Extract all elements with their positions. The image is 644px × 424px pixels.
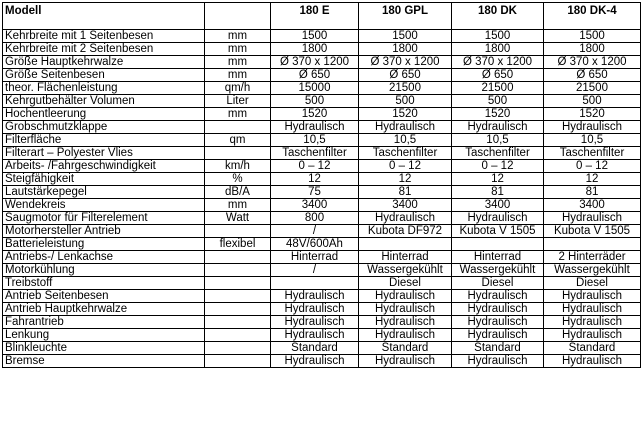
row-value: Hydraulisch	[544, 290, 641, 303]
spec-table-body	[3, 30, 641, 368]
row-label: Bremse	[3, 355, 205, 368]
row-value: Hydraulisch	[359, 212, 452, 225]
row-label: Fahrantrieb	[3, 316, 205, 329]
table-row	[3, 264, 641, 277]
row-value: 12	[359, 173, 452, 186]
row-unit: mm	[205, 108, 271, 121]
row-unit: %	[205, 173, 271, 186]
row-value: Hydraulisch	[452, 290, 544, 303]
row-value: Hinterrad	[359, 251, 452, 264]
row-value: 15000	[271, 82, 359, 95]
row-label: Blinkleuchte	[3, 342, 205, 355]
row-value: Hydraulisch	[271, 329, 359, 342]
row-unit	[205, 355, 271, 368]
row-value: Hydraulisch	[359, 316, 452, 329]
row-label: Motorhersteller Antrieb	[3, 225, 205, 238]
row-label: Antriebs-/ Lenkachse	[3, 251, 205, 264]
row-label: Wendekreis	[3, 199, 205, 212]
row-value: 1520	[271, 108, 359, 121]
row-unit: qm	[205, 134, 271, 147]
row-value: 10,5	[271, 134, 359, 147]
row-value: 10,5	[452, 134, 544, 147]
row-value: Hydraulisch	[271, 355, 359, 368]
row-value: 3400	[452, 199, 544, 212]
row-value: 2 Hinterräder	[544, 251, 641, 264]
row-label: Saugmotor für Filterelement	[3, 212, 205, 225]
row-value: Diesel	[452, 277, 544, 290]
row-label: Kehrgutbehälter Volumen	[3, 95, 205, 108]
row-value: 3400	[271, 199, 359, 212]
row-value: Hydraulisch	[359, 290, 452, 303]
table-row	[3, 355, 641, 368]
row-value: Standard	[544, 342, 641, 355]
row-value: Hydraulisch	[544, 303, 641, 316]
row-value: Diesel	[359, 277, 452, 290]
table-row	[3, 251, 641, 264]
table-row	[3, 95, 641, 108]
row-unit	[205, 251, 271, 264]
row-value: Taschenfilter	[544, 147, 641, 160]
row-label: Motorkühlung	[3, 264, 205, 277]
header-model-180dk: 180 DK	[452, 3, 544, 30]
row-value: Hydraulisch	[452, 212, 544, 225]
row-value: Kubota DF972	[359, 225, 452, 238]
row-label: Größe Hauptkehrwalze	[3, 56, 205, 69]
row-value: 500	[544, 95, 641, 108]
table-row	[3, 277, 641, 290]
row-value: 500	[359, 95, 452, 108]
spec-table	[2, 2, 641, 368]
table-row	[3, 147, 641, 160]
row-value: 3400	[359, 199, 452, 212]
row-value: Hydraulisch	[452, 121, 544, 134]
row-value	[452, 238, 544, 251]
row-value: Hinterrad	[271, 251, 359, 264]
table-row	[3, 329, 641, 342]
row-value: Hydraulisch	[452, 316, 544, 329]
row-label: Größe Seitenbesen	[3, 69, 205, 82]
row-value: Taschenfilter	[359, 147, 452, 160]
row-unit	[205, 290, 271, 303]
header-model-label: Modell	[3, 3, 205, 30]
row-unit: flexibel	[205, 238, 271, 251]
header-model-180dk4: 180 DK-4	[544, 3, 641, 30]
row-value: 12	[271, 173, 359, 186]
row-value: Taschenfilter	[271, 147, 359, 160]
row-value: Standard	[359, 342, 452, 355]
row-label: Antrieb Seitenbesen	[3, 290, 205, 303]
row-value: 0 – 12	[271, 160, 359, 173]
row-value: Ø 370 x 1200	[359, 56, 452, 69]
header-model-180gpl: 180 GPL	[359, 3, 452, 30]
row-value	[359, 238, 452, 251]
row-value: Hydraulisch	[544, 121, 641, 134]
row-value: Hydraulisch	[544, 212, 641, 225]
table-row	[3, 82, 641, 95]
row-unit	[205, 225, 271, 238]
row-unit: mm	[205, 56, 271, 69]
row-value: Ø 370 x 1200	[452, 56, 544, 69]
row-value: Ø 650	[271, 69, 359, 82]
row-value: 12	[452, 173, 544, 186]
row-value: Standard	[452, 342, 544, 355]
row-value: Diesel	[544, 277, 641, 290]
row-unit	[205, 316, 271, 329]
row-value: 10,5	[544, 134, 641, 147]
row-value: Hydraulisch	[271, 316, 359, 329]
row-unit	[205, 277, 271, 290]
row-value: Hydraulisch	[452, 329, 544, 342]
table-row	[3, 56, 641, 69]
row-value: Wassergekühlt	[359, 264, 452, 277]
row-label: Kehrbreite mit 2 Seitenbesen	[3, 43, 205, 56]
header-unit	[205, 3, 271, 30]
row-value: Ø 650	[544, 69, 641, 82]
row-value	[544, 238, 641, 251]
row-unit	[205, 264, 271, 277]
row-value: Hydraulisch	[271, 121, 359, 134]
row-label: Steigfähigkeit	[3, 173, 205, 186]
table-row	[3, 316, 641, 329]
row-unit: km/h	[205, 160, 271, 173]
row-value: 500	[271, 95, 359, 108]
row-value: 1800	[544, 43, 641, 56]
row-value: Hinterrad	[452, 251, 544, 264]
row-value: Hydraulisch	[359, 355, 452, 368]
row-value: 21500	[544, 82, 641, 95]
row-unit	[205, 121, 271, 134]
row-label: Grobschmutzklappe	[3, 121, 205, 134]
table-row	[3, 121, 641, 134]
row-unit: mm	[205, 199, 271, 212]
row-value: Hydraulisch	[544, 316, 641, 329]
row-value: 75	[271, 186, 359, 199]
table-row	[3, 69, 641, 82]
row-unit: dB/A	[205, 186, 271, 199]
row-value: 21500	[452, 82, 544, 95]
table-row	[3, 225, 641, 238]
row-value: Hydraulisch	[452, 355, 544, 368]
row-unit: Liter	[205, 95, 271, 108]
row-unit: qm/h	[205, 82, 271, 95]
row-value: 1500	[452, 30, 544, 43]
row-unit	[205, 329, 271, 342]
table-row	[3, 186, 641, 199]
header-row	[3, 3, 641, 30]
row-label: Filterart – Polyester Vlies	[3, 147, 205, 160]
row-unit	[205, 303, 271, 316]
row-value: Wassergekühlt	[544, 264, 641, 277]
row-unit: mm	[205, 69, 271, 82]
table-row	[3, 199, 641, 212]
row-value: Hydraulisch	[359, 329, 452, 342]
row-value: Standard	[271, 342, 359, 355]
row-value: Kubota V 1505	[452, 225, 544, 238]
row-value: 1500	[544, 30, 641, 43]
row-label: Lenkung	[3, 329, 205, 342]
row-label: Hochentleerung	[3, 108, 205, 121]
row-label: theor. Flächenleistung	[3, 82, 205, 95]
row-label: Antrieb Hauptkehrwalze	[3, 303, 205, 316]
row-value: 81	[452, 186, 544, 199]
row-value: 0 – 12	[359, 160, 452, 173]
row-value: Hydraulisch	[452, 303, 544, 316]
row-value: Ø 650	[452, 69, 544, 82]
row-label: Treibstoff	[3, 277, 205, 290]
table-row	[3, 160, 641, 173]
row-value: Wassergekühlt	[452, 264, 544, 277]
row-value: Hydraulisch	[359, 121, 452, 134]
table-row	[3, 212, 641, 225]
table-row	[3, 238, 641, 251]
table-row	[3, 108, 641, 121]
row-value: /	[271, 264, 359, 277]
row-value: 10,5	[359, 134, 452, 147]
row-value: Taschenfilter	[452, 147, 544, 160]
table-row	[3, 342, 641, 355]
row-label: Arbeits- /Fahrgeschwindigkeit	[3, 160, 205, 173]
row-value: 81	[359, 186, 452, 199]
row-value: 1800	[359, 43, 452, 56]
row-value: Ø 370 x 1200	[271, 56, 359, 69]
row-value: 12	[544, 173, 641, 186]
row-value: Hydraulisch	[271, 290, 359, 303]
row-unit	[205, 342, 271, 355]
row-value: 1520	[544, 108, 641, 121]
row-value: /	[271, 225, 359, 238]
row-value: Hydraulisch	[271, 303, 359, 316]
row-unit: mm	[205, 30, 271, 43]
row-label: Filterfläche	[3, 134, 205, 147]
row-value: 21500	[359, 82, 452, 95]
row-value: 1520	[359, 108, 452, 121]
table-row	[3, 134, 641, 147]
table-row	[3, 30, 641, 43]
row-value: Kubota V 1505	[544, 225, 641, 238]
row-label: Batterieleistung	[3, 238, 205, 251]
row-value: 0 – 12	[452, 160, 544, 173]
header-model-180e: 180 E	[271, 3, 359, 30]
row-label: Kehrbreite mit 1 Seitenbesen	[3, 30, 205, 43]
row-value: 1520	[452, 108, 544, 121]
row-unit: mm	[205, 43, 271, 56]
row-value: Hydraulisch	[544, 355, 641, 368]
row-value: 1500	[359, 30, 452, 43]
row-value: 0 – 12	[544, 160, 641, 173]
row-unit	[205, 147, 271, 160]
row-value: Ø 650	[359, 69, 452, 82]
table-row	[3, 290, 641, 303]
row-value: 81	[544, 186, 641, 199]
row-value: 48V/600Ah	[271, 238, 359, 251]
row-value: 800	[271, 212, 359, 225]
table-row	[3, 303, 641, 316]
table-row	[3, 173, 641, 186]
row-value: 1800	[271, 43, 359, 56]
row-value: 3400	[544, 199, 641, 212]
row-unit: Watt	[205, 212, 271, 225]
row-value: 1500	[271, 30, 359, 43]
row-value: Ø 370 x 1200	[544, 56, 641, 69]
row-value: Hydraulisch	[544, 329, 641, 342]
row-label: Lautstärkepegel	[3, 186, 205, 199]
row-value: 1800	[452, 43, 544, 56]
row-value	[271, 277, 359, 290]
table-row	[3, 43, 641, 56]
row-value: 500	[452, 95, 544, 108]
row-value: Hydraulisch	[359, 303, 452, 316]
